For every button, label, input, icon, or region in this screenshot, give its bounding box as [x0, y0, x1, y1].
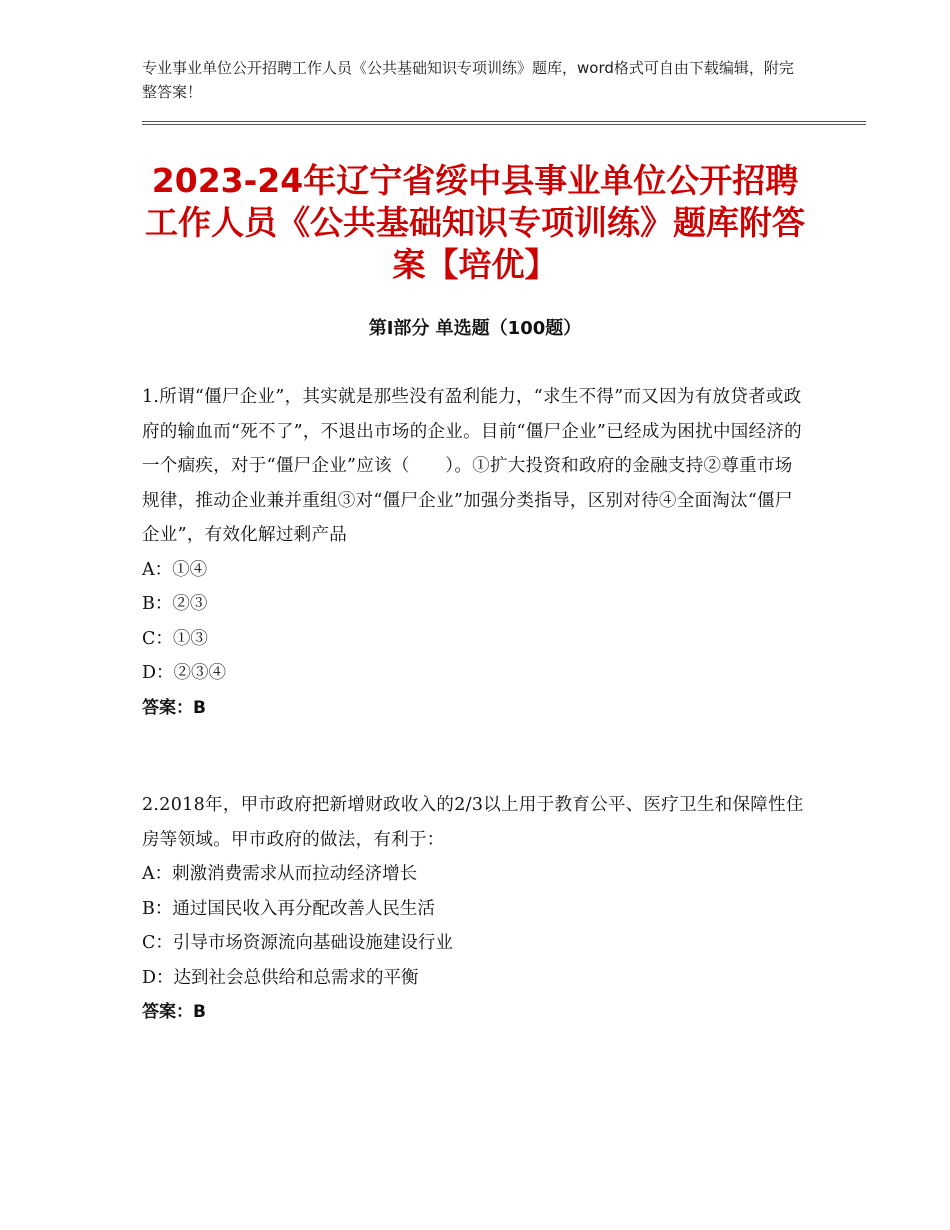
answer: 答案：B [142, 697, 206, 718]
option-d: D：达到社会总供给和总需求的平衡 [142, 967, 419, 988]
option-a: A：刺激消费需求从而拉动经济增长 [142, 864, 418, 884]
question-1 [142, 380, 807, 725]
header-rule-double [142, 124, 866, 125]
option-a: A：①④ [142, 559, 208, 580]
question-stem: 2.2018年，甲市政府把新增财政收入的2/3以上用于教育公平、医疗卫生和保障性住房等领域。甲市政府的做法，有利于： [142, 795, 804, 850]
option-b: B：通过国民收入再分配改善人民生活 [142, 898, 435, 919]
header-note: 专业事业单位公开招聘工作人员《公共基础知识专项训练》题库，word格式可自由下载编辑，附完整答案！ [142, 59, 794, 101]
option-b: B：②③ [142, 594, 208, 614]
document-title: 2023-24年辽宁省绥中县事业单位公开招聘工作人员《公共基础知识专项训练》题库附答案【培优】 [145, 161, 805, 284]
option-c: C：①③ [142, 628, 208, 649]
section-title: 第Ⅰ部分 单选题（100题） [368, 318, 582, 339]
question-stem: 1.所谓“僵尸企业”，其实就是那些没有盈利能力，“求生不得”而又因为有放贷者或政府的输血而“死不了”，不退出市场的企业。目前“僵尸企业”已经成为困扰中国经济的一个痼疾，对于“僵尸企业”应该（ ）。①扩大投资和政府的金融支持②尊重市场规律，推动企业兼并重组③对“僵尸企业”加强分类指导，区别对待④全面淘汰“僵尸企业”，有效化解过剩产品 [142, 387, 802, 545]
option-c: C：引导市场资源流向基础设施建设行业 [142, 933, 453, 953]
option-d: D：②③④ [142, 663, 227, 683]
answer: 答案：B [142, 1002, 206, 1022]
header-rule [142, 121, 866, 122]
question-2 [142, 788, 807, 1030]
